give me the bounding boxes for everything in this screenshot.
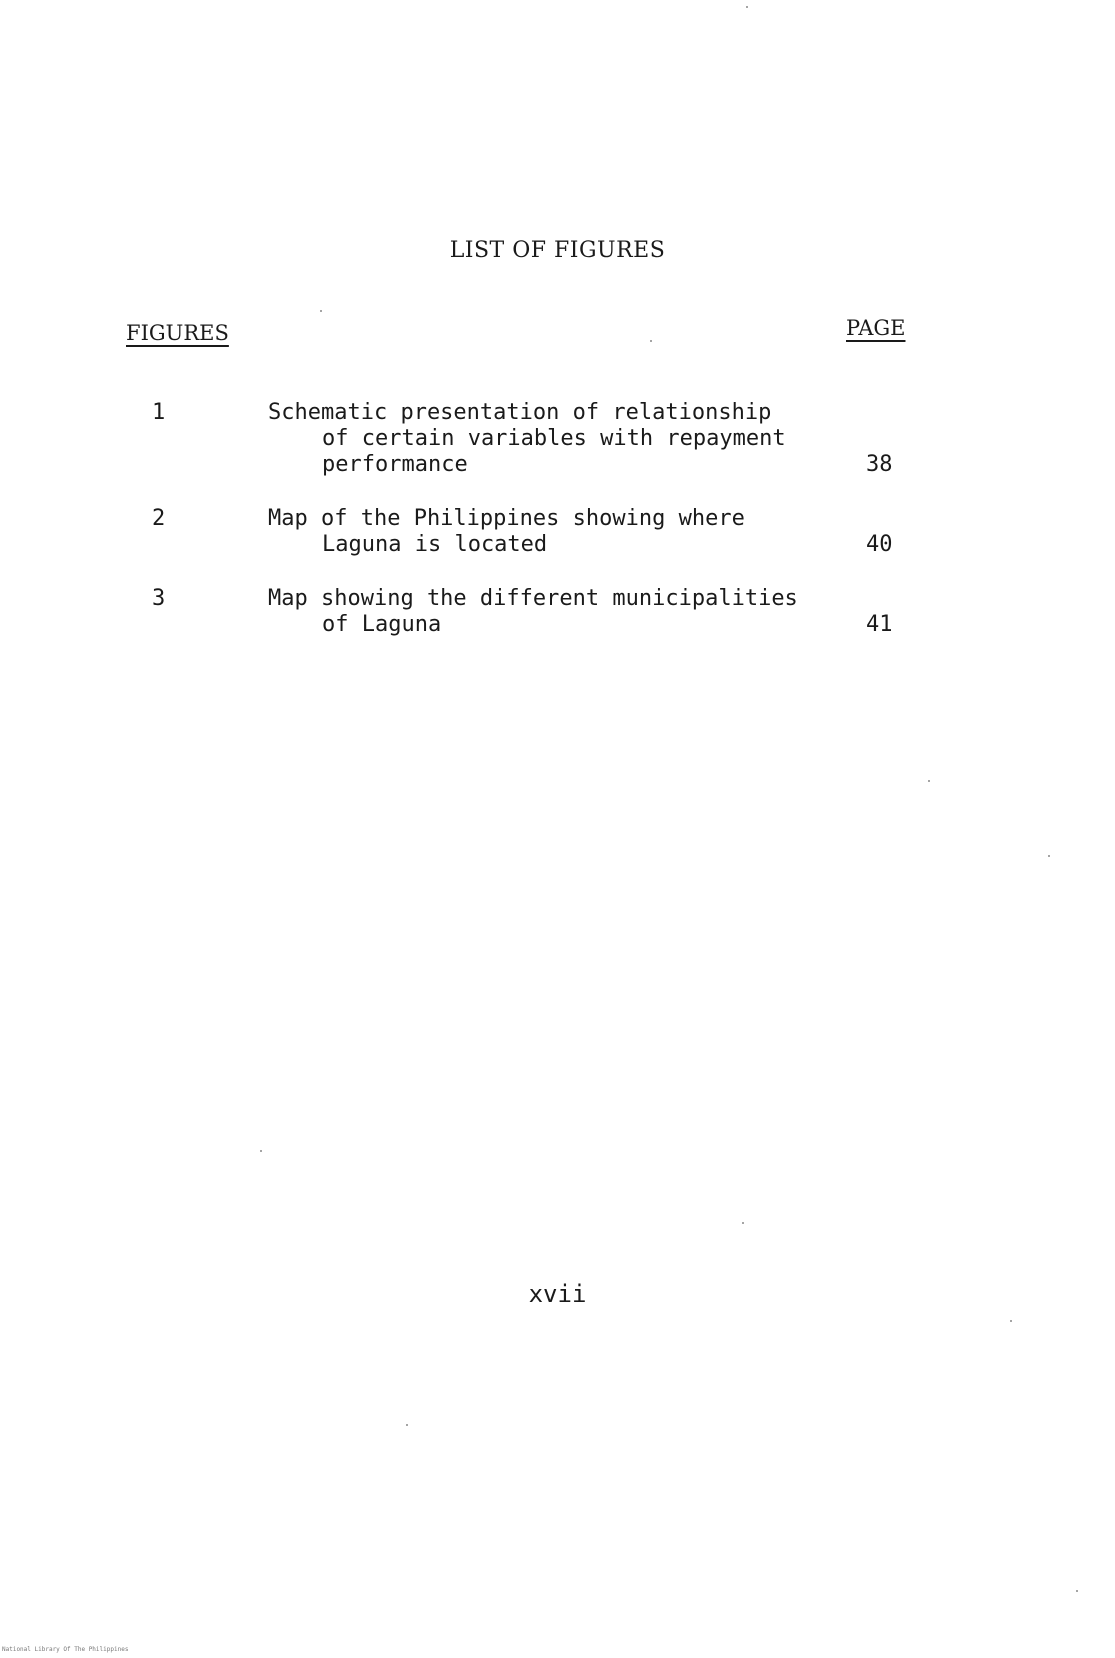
figure-caption [268, 586, 828, 638]
scan-speck [260, 1150, 262, 1152]
figure-page-number: 41 [866, 612, 893, 637]
scan-speck [1010, 1320, 1012, 1322]
page-title: LIST OF FIGURES [449, 238, 666, 263]
figure-page-number: 38 [866, 452, 893, 477]
scan-speck [1048, 855, 1050, 857]
caption-line: Map showing the different municipalities [268, 586, 798, 611]
figure-number: 3 [152, 586, 166, 611]
scan-speck [742, 1222, 744, 1224]
scan-footer-stamp: National Library Of The Philippines [2, 1646, 129, 1653]
page-number: xvii [528, 1280, 587, 1308]
scan-speck [320, 310, 322, 312]
figure-caption [268, 400, 828, 478]
scan-speck [746, 6, 748, 8]
figures-column-header: FIGURES [126, 321, 229, 345]
figure-caption [268, 506, 828, 558]
page-column-header: PAGE [846, 316, 906, 340]
scan-speck [1076, 1590, 1078, 1592]
scan-speck [928, 780, 930, 782]
caption-line: of certain variables with repayment [322, 426, 786, 451]
scan-speck [406, 1424, 408, 1426]
caption-line: Schematic presentation of relationship [268, 400, 772, 425]
caption-line: Laguna is located [322, 532, 548, 557]
caption-line: performance [322, 452, 468, 477]
figure-number: 1 [152, 400, 166, 425]
scan-speck [650, 340, 652, 342]
caption-line: of Laguna [322, 612, 442, 637]
caption-line: Map of the Philippines showing where [268, 506, 745, 531]
figure-number: 2 [152, 506, 166, 531]
figure-page-number: 40 [866, 532, 893, 557]
